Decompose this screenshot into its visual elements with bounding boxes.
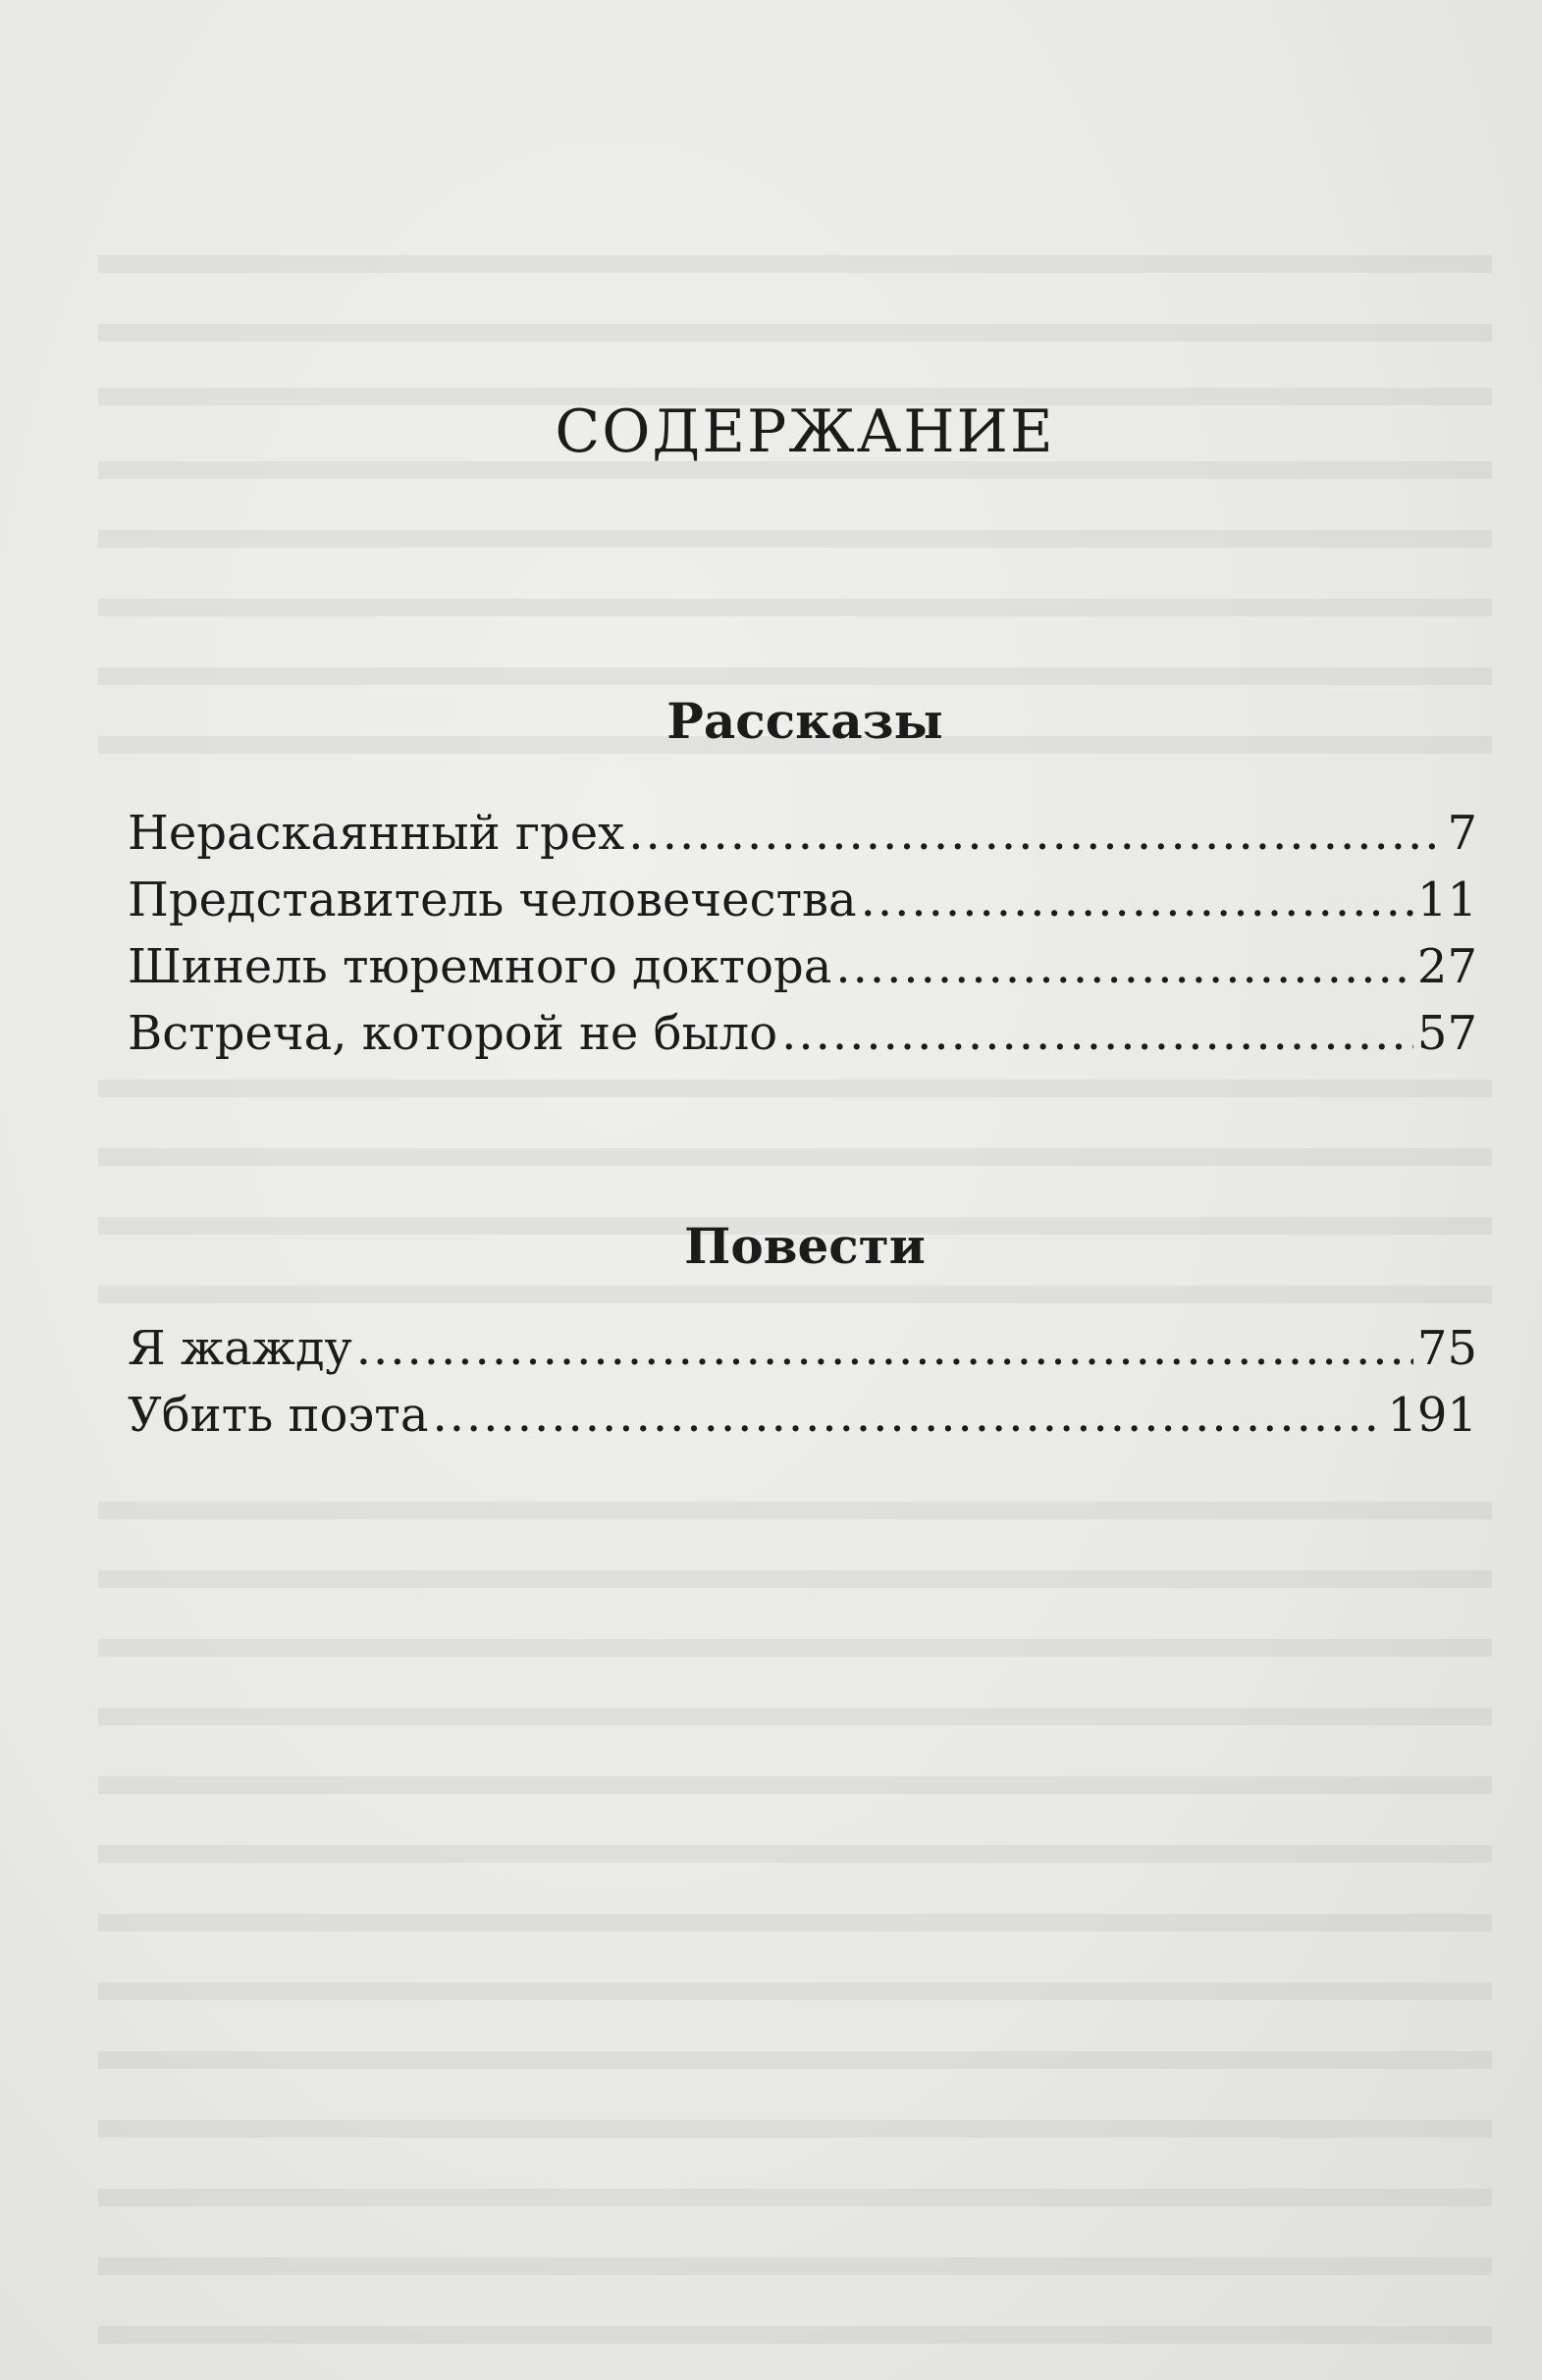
toc-list-novellas [128, 1315, 1477, 1449]
entry-page: 191 [1387, 1388, 1477, 1443]
toc-list-stories [128, 800, 1477, 1067]
entry-page: 11 [1416, 873, 1477, 927]
entry-page: 7 [1447, 806, 1477, 861]
entry-title: Шинель тюремного доктора [128, 939, 832, 994]
section-heading-novellas: Повести [684, 1217, 926, 1275]
entry-page: 57 [1416, 1006, 1477, 1061]
entry-title: Нераскаянный грех [128, 806, 625, 861]
entry-page: 75 [1416, 1321, 1477, 1376]
entry-title: Встреча, которой не было [128, 1006, 778, 1061]
dot-leader [628, 800, 1443, 867]
dot-leader [835, 933, 1413, 1000]
dot-leader [781, 1000, 1413, 1067]
entry-title: Представитель человечества [128, 873, 857, 927]
toc-entry[interactable] [128, 1382, 1477, 1449]
dot-leader [861, 867, 1413, 933]
entry-title: Убить поэта [128, 1388, 429, 1443]
toc-entry[interactable] [128, 1315, 1477, 1382]
toc-entry[interactable] [128, 1000, 1477, 1067]
dot-leader [432, 1382, 1383, 1449]
toc-entry[interactable] [128, 867, 1477, 933]
entry-title: Я жажду [128, 1321, 352, 1376]
toc-entry[interactable] [128, 800, 1477, 867]
dot-leader [356, 1315, 1413, 1382]
toc-entry[interactable] [128, 933, 1477, 1000]
toc-title: СОДЕРЖАНИЕ [555, 397, 1055, 466]
section-heading-stories: Рассказы [666, 692, 943, 750]
entry-page: 27 [1416, 939, 1477, 994]
